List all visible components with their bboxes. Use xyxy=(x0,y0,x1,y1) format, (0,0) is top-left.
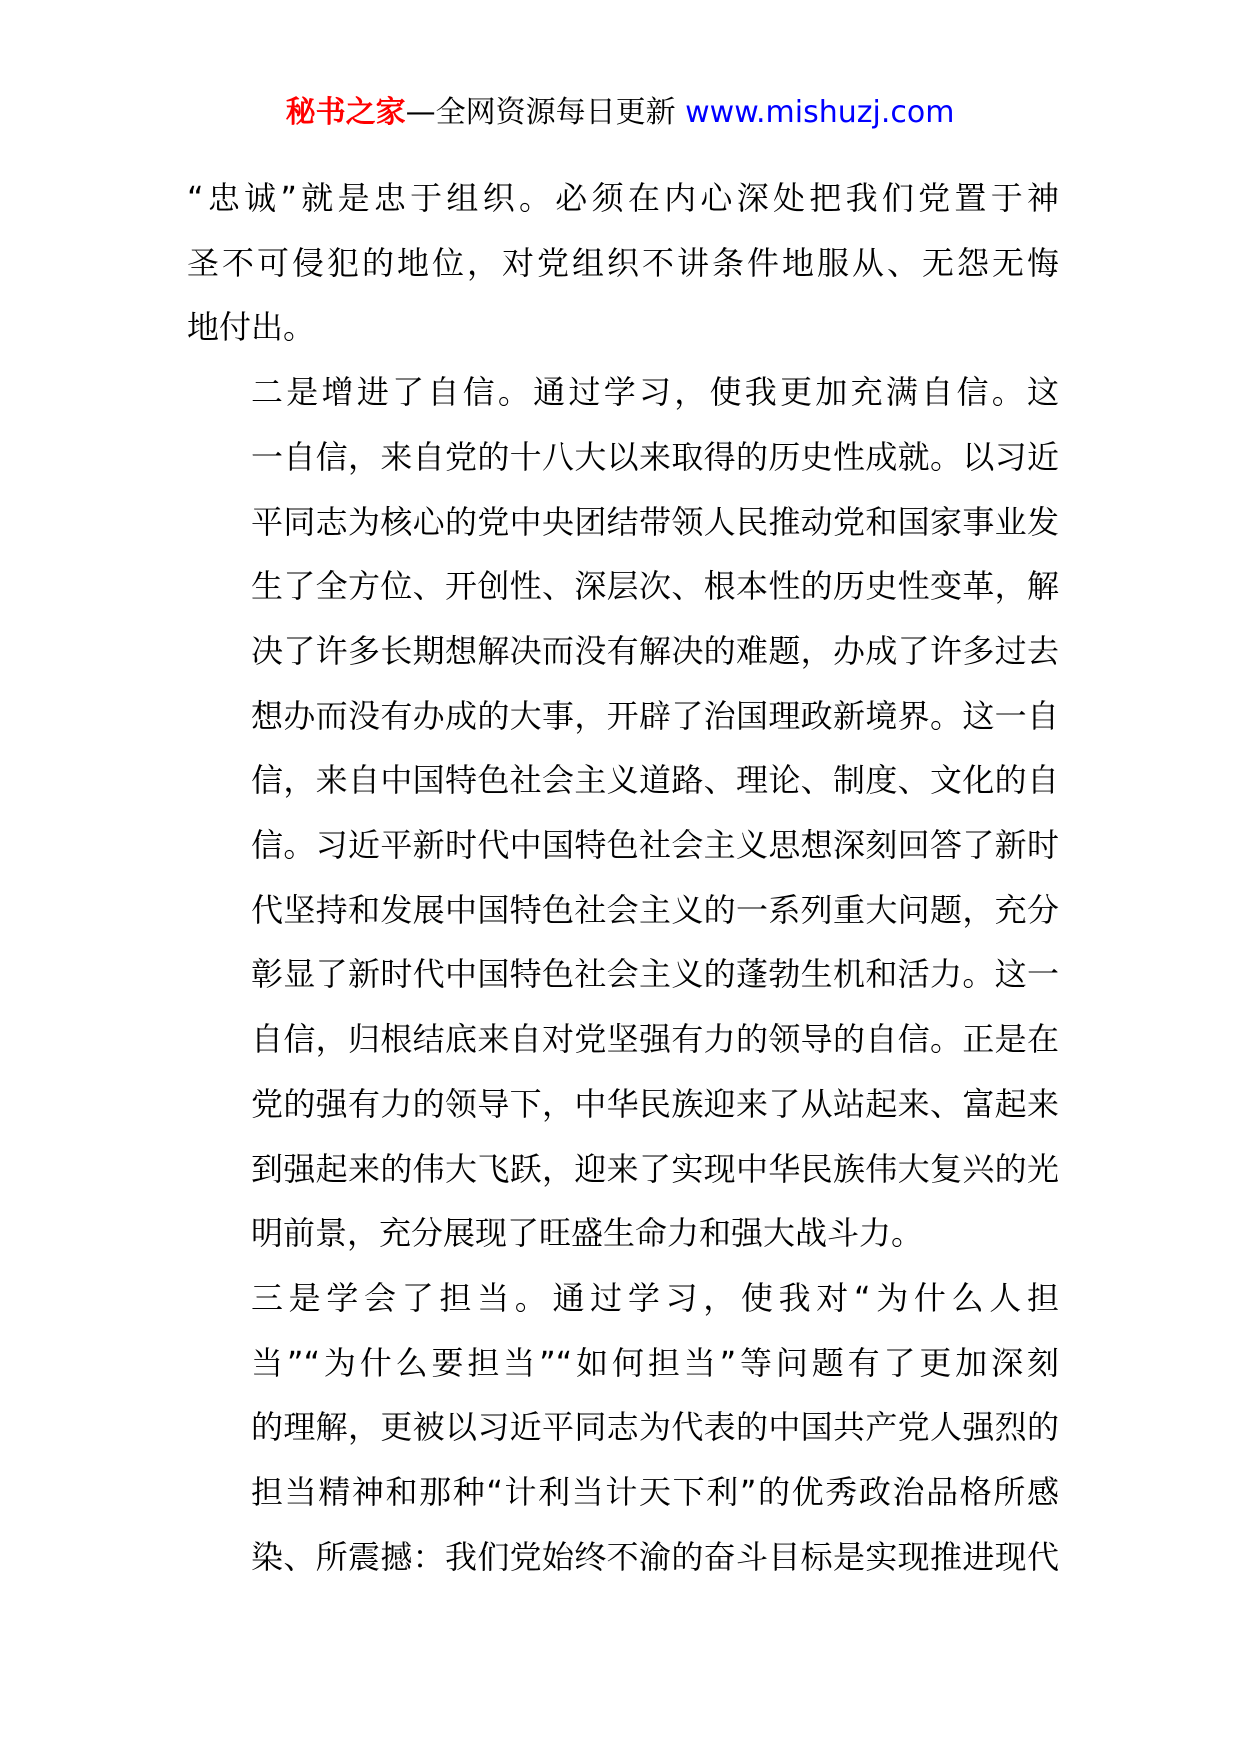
text-line: 到强起来的伟大飞跃，迎来了实现中华民族伟大复兴的光 xyxy=(251,1149,1059,1188)
brand-name: 秘书之家 xyxy=(285,95,406,130)
text-line: 二是增进了自信。通过学习，使我更加充满自信。这 xyxy=(251,373,1059,412)
text-line: 党的强有力的领导下，中华民族迎来了从站起来、富起来 xyxy=(251,1084,1059,1123)
text-line: 的理解，更被以习近平同志为代表的中国共产党人强烈的 xyxy=(251,1408,1059,1447)
text-line: 圣不可侵犯的地位，对党组织不讲条件地服从、无怨无悔 xyxy=(187,243,1059,282)
text-line: 决了许多长期想解决而没有解决的难题，办成了许多过去 xyxy=(251,631,1059,670)
text-line: “忠诚”就是忠于组织。必须在内心深处把我们党置于神 xyxy=(187,179,1059,217)
paragraph xyxy=(187,166,1059,360)
header-slogan: —全网资源每日更新 xyxy=(405,95,686,130)
text-line: 担当精神和那种“计利当计天下利”的优秀政治品格所感 xyxy=(251,1473,1059,1512)
text-line: 明前景，充分展现了旺盛生命力和强大战斗力。 xyxy=(251,1214,924,1253)
text-line: 想办而没有办成的大事，开辟了治国理政新境界。这一自 xyxy=(251,696,1059,735)
text-line: 三是学会了担当。通过学习，使我对“为什么人担 xyxy=(251,1278,1059,1317)
text-line: 信。习近平新时代中国特色社会主义思想深刻回答了新时 xyxy=(251,826,1059,865)
text-line: 信，来自中国特色社会主义道路、理论、制度、文化的自 xyxy=(251,761,1059,800)
text-line: 彰显了新时代中国特色社会主义的蓬勃生机和活力。这一 xyxy=(251,955,1059,994)
text-line: 当”“为什么要担当”“如何担当”等问题有了更加深刻 xyxy=(251,1343,1059,1382)
text-line: 地付出。 xyxy=(187,308,316,347)
paragraph xyxy=(187,1266,1059,1590)
text-line: 染、所震撼：我们党始终不渝的奋斗目标是实现推进现代 xyxy=(251,1537,1059,1576)
text-line: 代坚持和发展中国特色社会主义的一系列重大问题，充分 xyxy=(251,890,1059,929)
text-line: 生了全方位、开创性、深层次、根本性的历史性变革，解 xyxy=(251,567,1059,606)
site-header xyxy=(0,95,1240,130)
document-body xyxy=(187,166,1059,1589)
text-line: 平同志为核心的党中央团结带领人民推动党和国家事业发 xyxy=(251,502,1059,541)
text-line: 自信，归根结底来自对党坚强有力的领导的自信。正是在 xyxy=(251,1020,1059,1059)
text-line: 一自信，来自党的十八大以来取得的历史性成就。以习近 xyxy=(251,437,1059,476)
paragraph xyxy=(187,360,1059,1266)
site-url-link[interactable]: www.mishuzj.com xyxy=(685,95,955,130)
